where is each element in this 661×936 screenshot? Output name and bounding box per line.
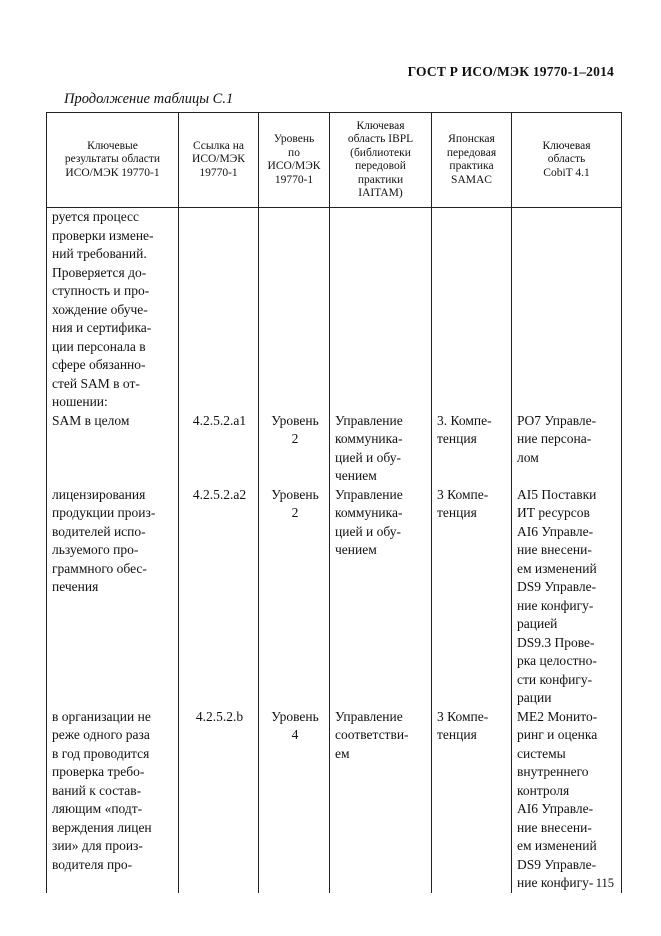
- column-header-reference: Ссылка на ИСО/МЭК 19770-1: [179, 113, 259, 208]
- table-row: [47, 412, 622, 486]
- cell-result: SAM в целом: [47, 412, 179, 486]
- column-header-cobit: Ключевая область CobiT 4.1: [512, 113, 622, 208]
- cell-cobit: [512, 208, 622, 412]
- cell-level: Уровень 2: [259, 486, 330, 708]
- page-number: 115: [595, 876, 614, 890]
- cell-samac: 3. Компе- тенция: [432, 412, 512, 486]
- table-row: [47, 208, 622, 412]
- comparison-table: [46, 112, 622, 893]
- table-row: [47, 708, 622, 893]
- cell-level: Уровень 4: [259, 708, 330, 893]
- column-header-samac: Японская передовая практика SAMAC: [432, 113, 512, 208]
- cell-reference: 4.2.5.2.a2: [179, 486, 259, 708]
- cell-result: руется процесс проверки измене- ний требований. Проверяется до- ступность и про- хождение обуче- ния и сертифика- ции персонала в сфере обязанно- стей SAM в от- ношении:: [47, 208, 179, 412]
- cell-reference: [179, 208, 259, 412]
- column-header-results: Ключевые результаты области ИСО/МЭК 19770-1: [47, 113, 179, 208]
- cell-samac: 3 Компе- тенция: [432, 708, 512, 893]
- cell-ibpl: Управление соответстви- ем: [330, 708, 432, 893]
- cell-ibpl: Управление коммуника- цией и обу- чением: [330, 486, 432, 708]
- cell-cobit: AI5 Поставки ИТ ресурсов AI6 Управле- ние внесени- ем изменений DS9 Управле- ние конфигу- рацией DS9.3 Прове- рка целостно- сти конфигу- рации: [512, 486, 622, 708]
- cell-result: в организации не реже одного раза в год проводится проверка требо- ваний к состав- ляющим «подт- верждения лицен зии» для произ- водителя про-: [47, 708, 179, 893]
- cell-cobit: ME2 Монито- ринг и оценка системы внутреннего контроля AI6 Управле- ние внесени- ем изменений DS9 Управле- ние конфигу-: [512, 708, 622, 893]
- column-header-level: Уровень по ИСО/МЭК 19770-1: [259, 113, 330, 208]
- cell-ibpl: [330, 208, 432, 412]
- cell-level: Уровень 2: [259, 412, 330, 486]
- table-row: [47, 486, 622, 708]
- document-id: ГОСТ Р ИСО/МЭК 19770-1–2014: [407, 64, 614, 79]
- column-header-ibpl: Ключевая область IBPL (библиотеки передовой практики IAITAM): [330, 113, 432, 208]
- cell-result: лицензирования продукции произ- водителей испо- льзуемого про- граммного обес- печения: [47, 486, 179, 708]
- cell-level: [259, 208, 330, 412]
- cell-samac: [432, 208, 512, 412]
- cell-cobit: PO7 Управле- ние персона- лом: [512, 412, 622, 486]
- cell-ibpl: Управление коммуника- цией и обу- чением: [330, 412, 432, 486]
- cell-reference: 4.2.5.2.a1: [179, 412, 259, 486]
- table-header-row: [47, 113, 622, 208]
- cell-reference: 4.2.5.2.b: [179, 708, 259, 893]
- table-continuation-caption: Продолжение таблицы С.1: [64, 91, 234, 107]
- cell-samac: 3 Компе- тенция: [432, 486, 512, 708]
